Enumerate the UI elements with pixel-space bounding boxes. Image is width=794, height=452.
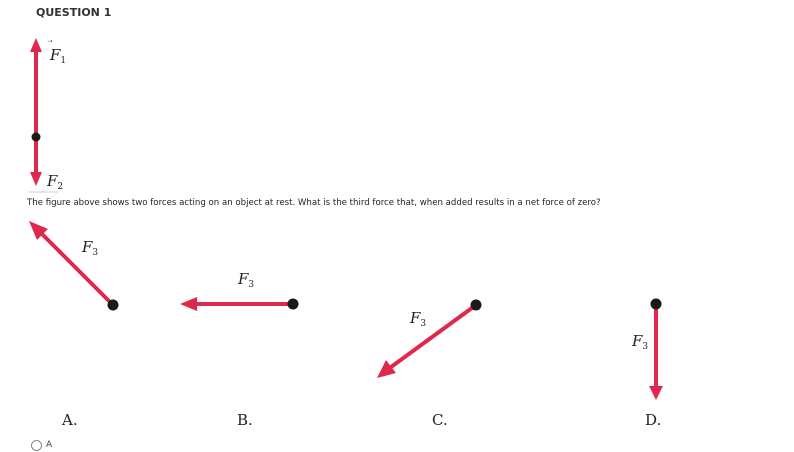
f1-arrowhead: [30, 38, 42, 52]
option-a-diagram: [29, 221, 119, 429]
option-b-letter: B.: [237, 411, 253, 429]
option-a-f3-label: $F_3$: [82, 238, 99, 258]
object-dot: [32, 133, 41, 142]
option-b-arrowhead: [180, 297, 197, 311]
option-b-dot: [288, 299, 299, 310]
option-d-dot: [651, 299, 662, 310]
option-c-letter: C.: [432, 411, 448, 429]
f1-label: $F_1$: [50, 46, 67, 66]
question-text: The figure above shows two forces acting on an object at rest. What is the third force that, when added results in a net force of zero?: [27, 198, 601, 208]
answer-label-a: A: [46, 440, 53, 450]
f2-arrowhead: [30, 172, 42, 186]
answer-option-a[interactable]: [31, 438, 52, 452]
option-c-dot: [471, 300, 482, 311]
option-b-f3-label: $F_3$: [238, 270, 255, 290]
option-a-shaft: [41, 233, 113, 305]
option-a-letter: A.: [62, 411, 78, 429]
option-d-arrowhead: [649, 386, 663, 400]
f2-label: $F_2$: [47, 172, 64, 192]
option-c-arrowhead: [377, 360, 396, 378]
option-c-f3-label: $F_3$: [410, 309, 427, 329]
given-forces-diagram: [28, 38, 66, 192]
option-b-diagram: [180, 270, 299, 429]
option-d-letter: D.: [645, 411, 662, 429]
question-title: QUESTION 1: [36, 6, 112, 19]
option-d-diagram: [631, 299, 663, 430]
option-a-dot: [108, 300, 119, 311]
f1-vector-bar: [48, 40, 53, 42]
option-c-shaft: [391, 305, 476, 367]
option-d-f3-label: $F_3$: [632, 332, 649, 352]
option-c-diagram: [377, 300, 482, 430]
